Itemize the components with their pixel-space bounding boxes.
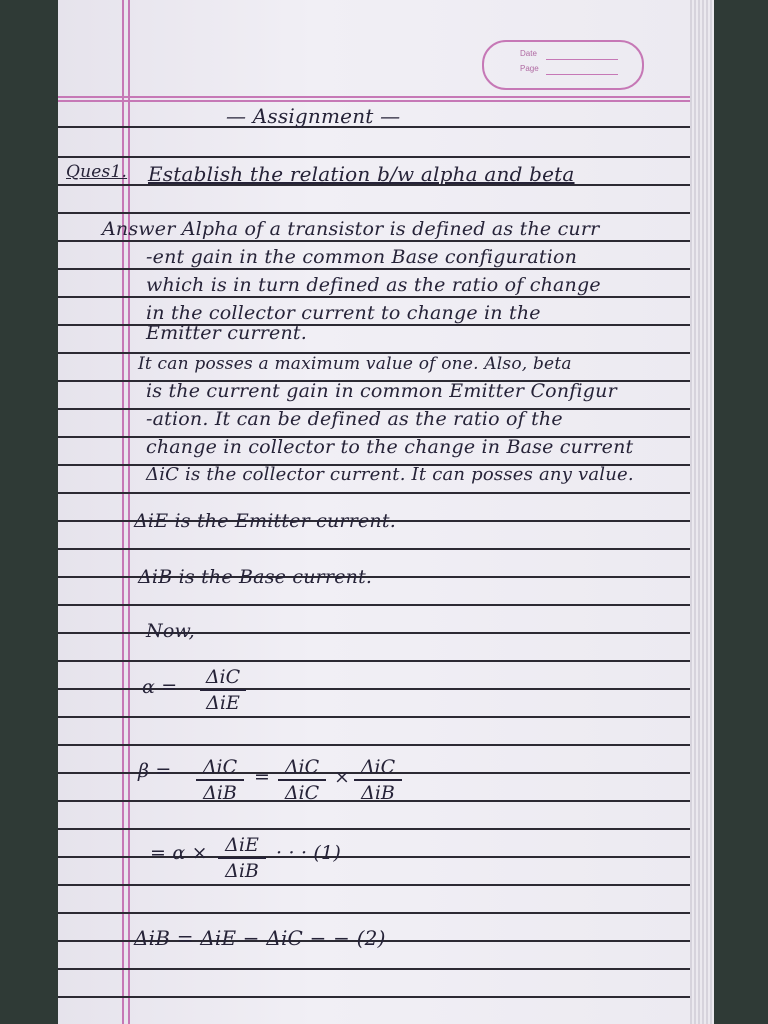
fraction-bar — [278, 779, 326, 781]
question-text: Establish the relation b/w alpha and beta — [148, 162, 575, 186]
answer-line: in the collector current to change in the — [146, 302, 541, 324]
alpha-denominator: ΔiE — [206, 691, 240, 714]
date-label: Date — [520, 49, 537, 58]
answer-line: ΔiB is the Base current. — [138, 566, 373, 588]
answer-line: Emitter current. — [146, 322, 307, 344]
beta-f3-denominator: ΔiB — [361, 781, 395, 804]
ruled-line — [58, 212, 698, 214]
date-page-box — [482, 40, 644, 90]
answer-line: ΔiE is the Emitter current. — [134, 510, 396, 532]
ruled-line — [58, 884, 698, 886]
ruled-line — [58, 716, 698, 718]
beta-f2-numerator: ΔiC — [284, 756, 320, 778]
page-line — [546, 74, 618, 75]
ruled-line — [58, 968, 698, 970]
answer-line: is the current gain in common Emitter Configur — [146, 380, 617, 402]
page-label: Page — [520, 64, 539, 73]
fraction-bar — [354, 779, 402, 781]
ruled-line — [58, 996, 698, 998]
eq1-fraction — [218, 834, 266, 882]
date-line — [546, 59, 618, 60]
beta-lhs: β = — [138, 760, 172, 782]
ruled-line — [58, 548, 698, 550]
answer-line: -ation. It can be defined as the ratio of the — [146, 408, 563, 430]
beta-f3-numerator: ΔiC — [360, 756, 396, 778]
ruled-line — [58, 240, 698, 242]
alpha-numerator: ΔiC — [205, 666, 241, 688]
eq2: ΔiB = ΔiE − ΔiC − − (2) — [134, 926, 386, 950]
beta-fraction-3 — [354, 756, 402, 804]
fraction-bar — [200, 689, 246, 691]
eq1-prefix: = α × — [150, 842, 208, 864]
ruled-line — [58, 156, 698, 158]
beta-f1-numerator: ΔiC — [202, 756, 238, 778]
ruled-line — [58, 604, 698, 606]
eq1-denominator: ΔiB — [225, 859, 259, 882]
header-line — [58, 100, 698, 102]
fraction-bar — [196, 779, 244, 781]
answer-line: Answer Alpha of a transistor is defined as the curr — [102, 218, 600, 240]
margin-line — [122, 0, 124, 1024]
question-label: Ques1. — [66, 162, 128, 182]
notebook-page — [58, 0, 698, 1024]
answer-line: which is in turn defined as the ratio of change — [146, 274, 601, 296]
beta-f1-denominator: ΔiB — [203, 781, 237, 804]
answer-line: ΔiC is the collector current. It can posses any value. — [146, 464, 634, 485]
equals-sign: = — [254, 766, 271, 788]
eq1-tag: · · · (1) — [276, 842, 341, 864]
ruled-line — [58, 492, 698, 494]
alpha-lhs: α = — [142, 676, 178, 698]
fraction-bar — [218, 857, 266, 859]
ruled-line — [58, 660, 698, 662]
answer-line: It can posses a maximum value of one. Also, beta — [138, 354, 572, 374]
page-stack-edge — [690, 0, 714, 1024]
page-title: — Assignment — — [226, 104, 401, 128]
margin-line — [128, 0, 130, 1024]
answer-line: change in collector to the change in Base current — [146, 436, 634, 458]
ruled-line — [58, 744, 698, 746]
beta-fraction-1 — [196, 756, 244, 804]
ruled-line — [58, 828, 698, 830]
header-line — [58, 96, 698, 98]
answer-line: Now, — [146, 620, 195, 642]
ruled-line — [58, 912, 698, 914]
beta-fraction-2 — [278, 756, 326, 804]
times-sign: × — [334, 766, 351, 788]
ruled-line — [58, 296, 698, 298]
ruled-line — [58, 268, 698, 270]
eq1-numerator: ΔiE — [225, 834, 259, 856]
answer-line: -ent gain in the common Base configuration — [146, 246, 578, 268]
alpha-fraction — [200, 666, 246, 714]
beta-f2-denominator: ΔiC — [284, 781, 320, 804]
